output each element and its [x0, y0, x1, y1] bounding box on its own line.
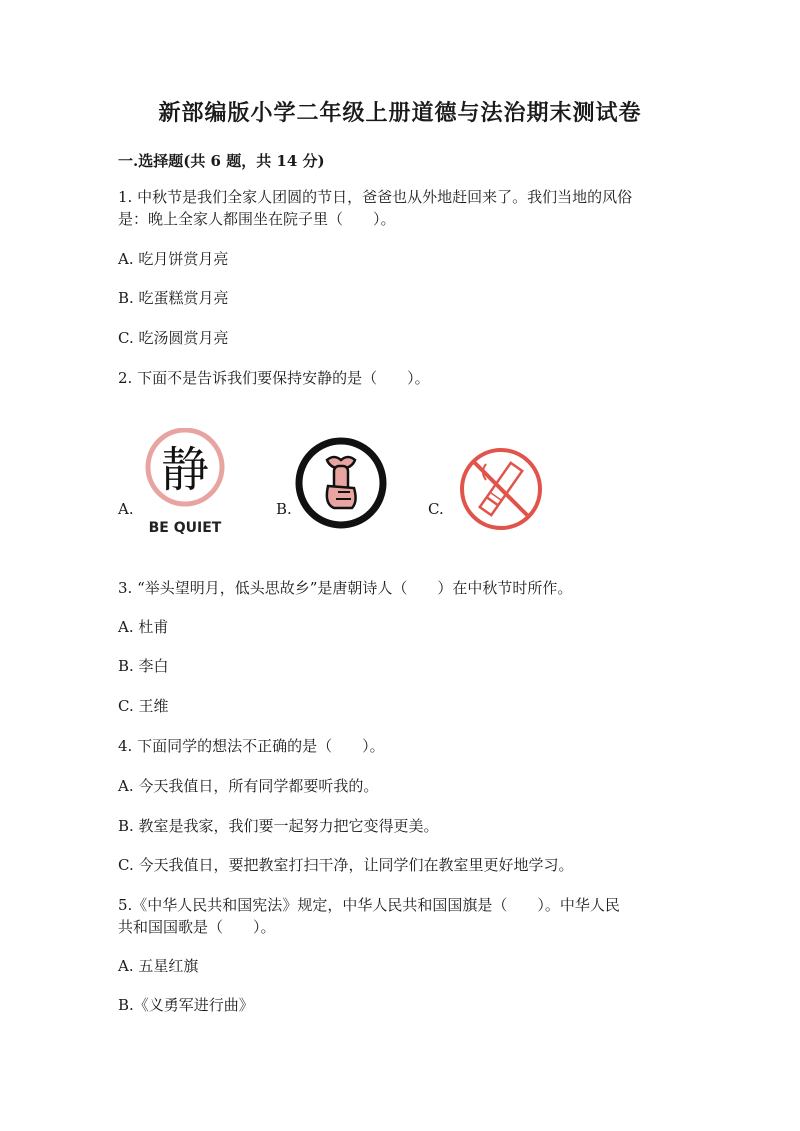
quiet-sign-icon [144, 428, 234, 538]
q3-option-c: C. 王维 [118, 697, 169, 715]
q5-stem-line1: 5.《中华人民共和国宪法》规定，中华人民共和国国旗是（ ）。中华人民 [118, 896, 620, 914]
q2-option-c-label: C. [428, 500, 444, 518]
q1-option-a: A. 吃月饼赏月亮 [118, 250, 229, 268]
no-smoking-sign [456, 444, 546, 534]
q1-stem-line1: 1. 中秋节是我们全家人团圆的节日，爸爸也从外地赶回来了。我们当地的风俗 [118, 188, 633, 206]
q2-image-options [118, 420, 678, 540]
q2-option-b-label: B. [276, 500, 292, 518]
section-heading: 一.选择题(共 6 题，共 14 分) [118, 152, 325, 170]
q3-option-a: A. 杜甫 [118, 618, 169, 636]
q1-stem-line2: 是：晚上全家人都围坐在院子里（ ）。 [118, 210, 396, 228]
q1-option-b: B. 吃蛋糕赏月亮 [118, 289, 229, 307]
q4-option-a: A. 今天我值日，所有同学都要听我的。 [118, 777, 379, 795]
no-smoking-icon [456, 444, 546, 534]
q2-stem: 2. 下面不是告诉我们要保持安静的是（ ）。 [118, 369, 430, 387]
q3-option-b: B. 李白 [118, 657, 169, 675]
q4-stem: 4. 下面同学的想法不正确的是（ ）。 [118, 737, 385, 755]
q3-stem: 3. “举头望明月，低头思故乡”是唐朝诗人（ ）在中秋节时所作。 [118, 579, 573, 597]
q5-stem-line2: 共和国国歌是（ ）。 [118, 918, 276, 936]
quiet-sign-text: BE QUIET [148, 520, 222, 536]
hush-finger-icon [294, 436, 388, 530]
q2-option-a-label: A. [118, 500, 134, 518]
page-title: 新部编版小学二年级上册道德与法治期末测试卷 [158, 100, 642, 126]
q5-option-b: B.《义勇军进行曲》 [118, 996, 254, 1014]
hush-sign [294, 436, 388, 530]
be-quiet-sign [144, 428, 234, 538]
q4-option-b: B. 教室是我家，我们要一起努力把它变得更美。 [118, 817, 439, 835]
q1-option-c: C. 吃汤圆赏月亮 [118, 329, 229, 347]
q5-option-a: A. 五星红旗 [118, 957, 199, 975]
quiet-sign-char: 静 [160, 442, 210, 498]
q4-option-c: C. 今天我值日，要把教室打扫干净，让同学们在教室里更好地学习。 [118, 856, 574, 874]
